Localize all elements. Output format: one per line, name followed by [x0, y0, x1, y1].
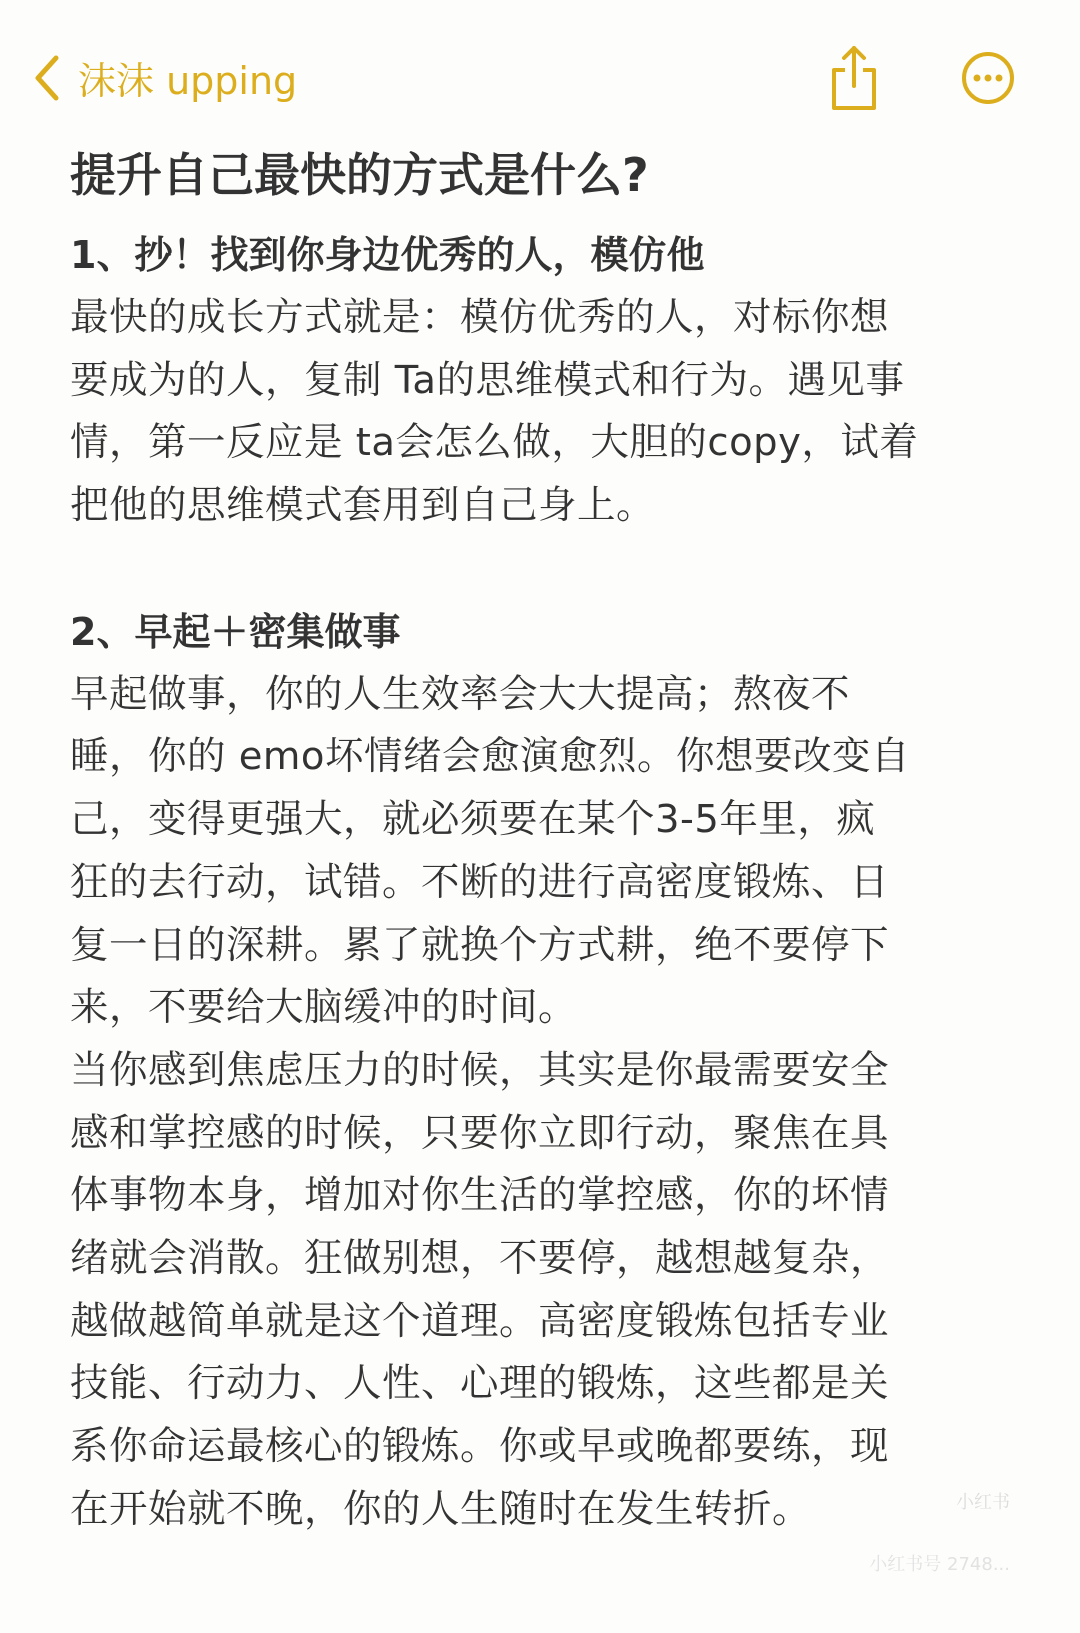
back-button[interactable]: [30, 50, 297, 105]
text-line: 越做越简单就是这个道理。高密度锻炼包括专业: [70, 1298, 890, 1344]
text-line: 睡，你的 emo坏情绪会愈演愈烈。你想要改变自: [70, 734, 910, 780]
text-line: 情，第一反应是 ta会怎么做，大胆的copy，试着: [70, 420, 919, 466]
section-heading: 2、早起＋密集做事: [70, 609, 401, 654]
section1-body: [70, 287, 1030, 538]
text-line: 当你感到焦虑压力的时候，其实是你最需要安全: [70, 1047, 890, 1093]
watermark-id: 小红书号 2748...: [869, 1554, 1010, 1575]
text-line: 感和掌控感的时候，只要你立即行动，聚焦在具: [70, 1110, 890, 1156]
text-line: 绪就会消散。狂做别想，不要停，越想越复杂，: [70, 1235, 890, 1281]
section2-body: [70, 664, 1030, 1542]
text-line: 技能、行动力、人性、心理的锻炼，这些都是关: [70, 1361, 890, 1407]
nav-bar: [0, 40, 1080, 120]
share-icon[interactable]: [828, 42, 880, 112]
text-line: 狂的去行动，试错。不断的进行高密度锻炼、日: [70, 859, 890, 905]
watermark-logo: 小红书: [956, 1492, 1010, 1513]
text-line: 要成为的人，复制 Ta的思维模式和行为。遇见事: [70, 357, 905, 403]
text-line: 最快的成长方式就是：模仿优秀的人，对标你想: [70, 295, 890, 340]
section-heading: 1、抄！找到你身边优秀的人，模仿他: [70, 233, 705, 277]
text-line: 系你命运最核心的锻炼。你或早或晚都要练，现: [70, 1424, 890, 1469]
text-line: 在开始就不晚，你的人生随时在发生转折。: [70, 1486, 812, 1532]
text-line: 体事物本身，增加对你生活的掌控感，你的坏情: [70, 1173, 890, 1219]
note-content[interactable]: [70, 142, 1030, 1541]
text-line: 把他的思维模式套用到自己身上。: [70, 483, 656, 529]
text-line: 早起做事，你的人生效率会大大提高；熬夜不: [70, 671, 851, 717]
text-line: 复一日的深耕。累了就换个方式耕，绝不要停下: [70, 922, 890, 968]
text-line: 来，不要给大脑缓冲的时间。: [70, 985, 578, 1031]
note-title: 提升自己最快的方式是什么?: [70, 148, 649, 202]
more-icon[interactable]: [960, 50, 1016, 106]
back-label: 沫沫 upping: [78, 59, 298, 103]
spacer: [70, 538, 1030, 601]
chevron-left-icon: [30, 53, 64, 103]
text-line: 己，变得更强大，就必须要在某个3-5年里，疯: [70, 797, 876, 843]
